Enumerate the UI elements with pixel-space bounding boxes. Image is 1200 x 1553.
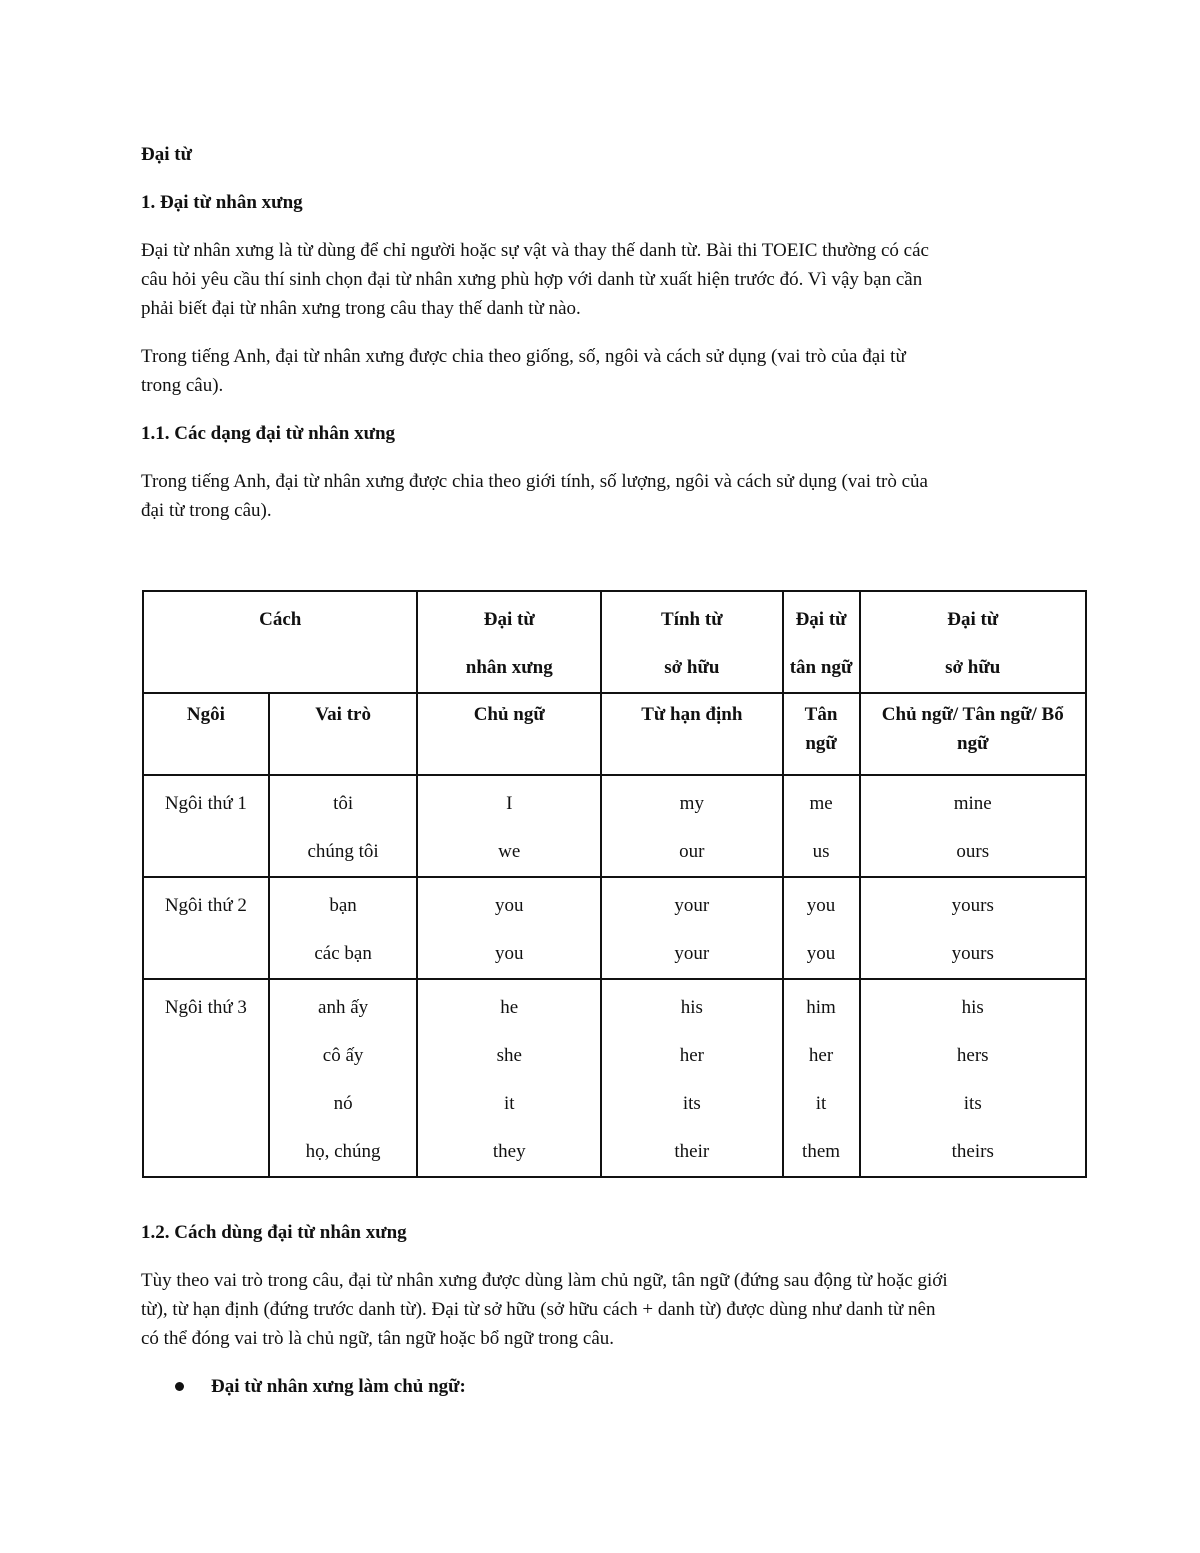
cell-chu-ngu: you you: [417, 877, 601, 979]
header-chu-ngu: Chủ ngữ: [417, 693, 601, 775]
cell-so-huu: his hers its theirs: [860, 979, 1087, 1177]
header-tan-ngu: Tân ngữ: [783, 693, 860, 775]
cell-chu-ngu: I we: [417, 775, 601, 877]
cell-ngoi: Ngôi thứ 3: [143, 979, 269, 1177]
paragraph-line: Tùy theo vai trò trong câu, đại từ nhân xưng được dùng làm chủ ngữ, tân ngữ (đứng sau động từ hoặc giới: [141, 1270, 948, 1291]
table-row: [143, 775, 1086, 877]
paragraph-4: [141, 1266, 1086, 1353]
bullet-item: [141, 1372, 1086, 1401]
header-ngoi: Ngôi: [143, 693, 269, 775]
paragraph-line: từ), từ hạn định (đứng trước danh từ). Đại từ sở hữu (sở hữu cách + danh từ) được dùng như danh từ nên: [141, 1299, 936, 1320]
cell-tu-han-dinh: my our: [601, 775, 783, 877]
paragraph-line: trong câu).: [141, 375, 224, 396]
table-header-row-1: [143, 591, 1086, 693]
header-vai-tro: Vai trò: [269, 693, 418, 775]
bullet-icon: [175, 1382, 184, 1391]
cell-vai-tro: bạn các bạn: [269, 877, 418, 979]
cell-vai-tro: tôi chúng tôi: [269, 775, 418, 877]
table-row: [143, 979, 1086, 1177]
document-body: [141, 140, 1086, 544]
cell-so-huu: mine ours: [860, 775, 1087, 877]
paragraph-line: có thể đóng vai trò là chủ ngữ, tân ngữ hoặc bổ ngữ trong câu.: [141, 1328, 615, 1349]
paragraph-1: [141, 236, 1086, 323]
header-dai-tu-so-huu: Đại từ sở hữu: [860, 591, 1087, 693]
paragraph-line: phải biết đại từ nhân xưng trong câu thay thế danh từ nào.: [141, 298, 581, 319]
section-heading-1-1: 1.1. Các dạng đại từ nhân xưng: [141, 423, 396, 444]
header-cach: Cách: [143, 591, 417, 693]
paragraph-2: [141, 342, 1086, 400]
section-heading-1: 1. Đại từ nhân xưng: [141, 192, 303, 213]
paragraph-line: đại từ trong câu).: [141, 500, 272, 521]
paragraph-line: Trong tiếng Anh, đại từ nhân xưng được chia theo giống, số, ngôi và cách sử dụng (vai trò của đại từ: [141, 346, 906, 367]
paragraph-line: câu hỏi yêu cầu thí sinh chọn đại từ nhân xưng phù hợp với danh từ xuất hiện trước đó. Vì vậy bạn cần: [141, 269, 923, 290]
cell-so-huu: yours yours: [860, 877, 1087, 979]
cell-tu-han-dinh: your your: [601, 877, 783, 979]
cell-ngoi: Ngôi thứ 1: [143, 775, 269, 877]
cell-tan-ngu: him her it them: [783, 979, 860, 1177]
table-header-row-2: [143, 693, 1086, 775]
cell-tan-ngu: you you: [783, 877, 860, 979]
bullet-label: Đại từ nhân xưng làm chủ ngữ:: [211, 1376, 466, 1397]
paragraph-line: Trong tiếng Anh, đại từ nhân xưng được chia theo giới tính, số lượng, ngôi và cách sử dụng (vai trò của: [141, 471, 928, 492]
table-row: [143, 877, 1086, 979]
header-chu-tan-bo-ngu: Chủ ngữ/ Tân ngữ/ Bổ ngữ: [860, 693, 1087, 775]
cell-tu-han-dinh: his her its their: [601, 979, 783, 1177]
section-heading-1-2: 1.2. Cách dùng đại từ nhân xưng: [141, 1222, 407, 1243]
paragraph-line: Đại từ nhân xưng là từ dùng để chỉ người hoặc sự vật và thay thế danh từ. Bài thi TOEIC thường có các: [141, 240, 929, 261]
document-body-continued: [141, 1218, 1086, 1401]
header-tu-han-dinh: Từ hạn định: [601, 693, 783, 775]
cell-vai-tro: anh ấy cô ấy nó họ, chúng: [269, 979, 418, 1177]
cell-chu-ngu: he she it they: [417, 979, 601, 1177]
header-tinh-tu-so-huu: Tính từ sở hữu: [601, 591, 783, 693]
cell-tan-ngu: me us: [783, 775, 860, 877]
cell-ngoi: Ngôi thứ 2: [143, 877, 269, 979]
header-dai-tu-tan-ngu: Đại từ tân ngữ: [783, 591, 860, 693]
header-dai-tu-nhan-xung: Đại từ nhân xưng: [417, 591, 601, 693]
paragraph-3: [141, 467, 1086, 525]
doc-title: Đại từ: [141, 144, 192, 165]
pronoun-table: [142, 590, 1087, 1178]
